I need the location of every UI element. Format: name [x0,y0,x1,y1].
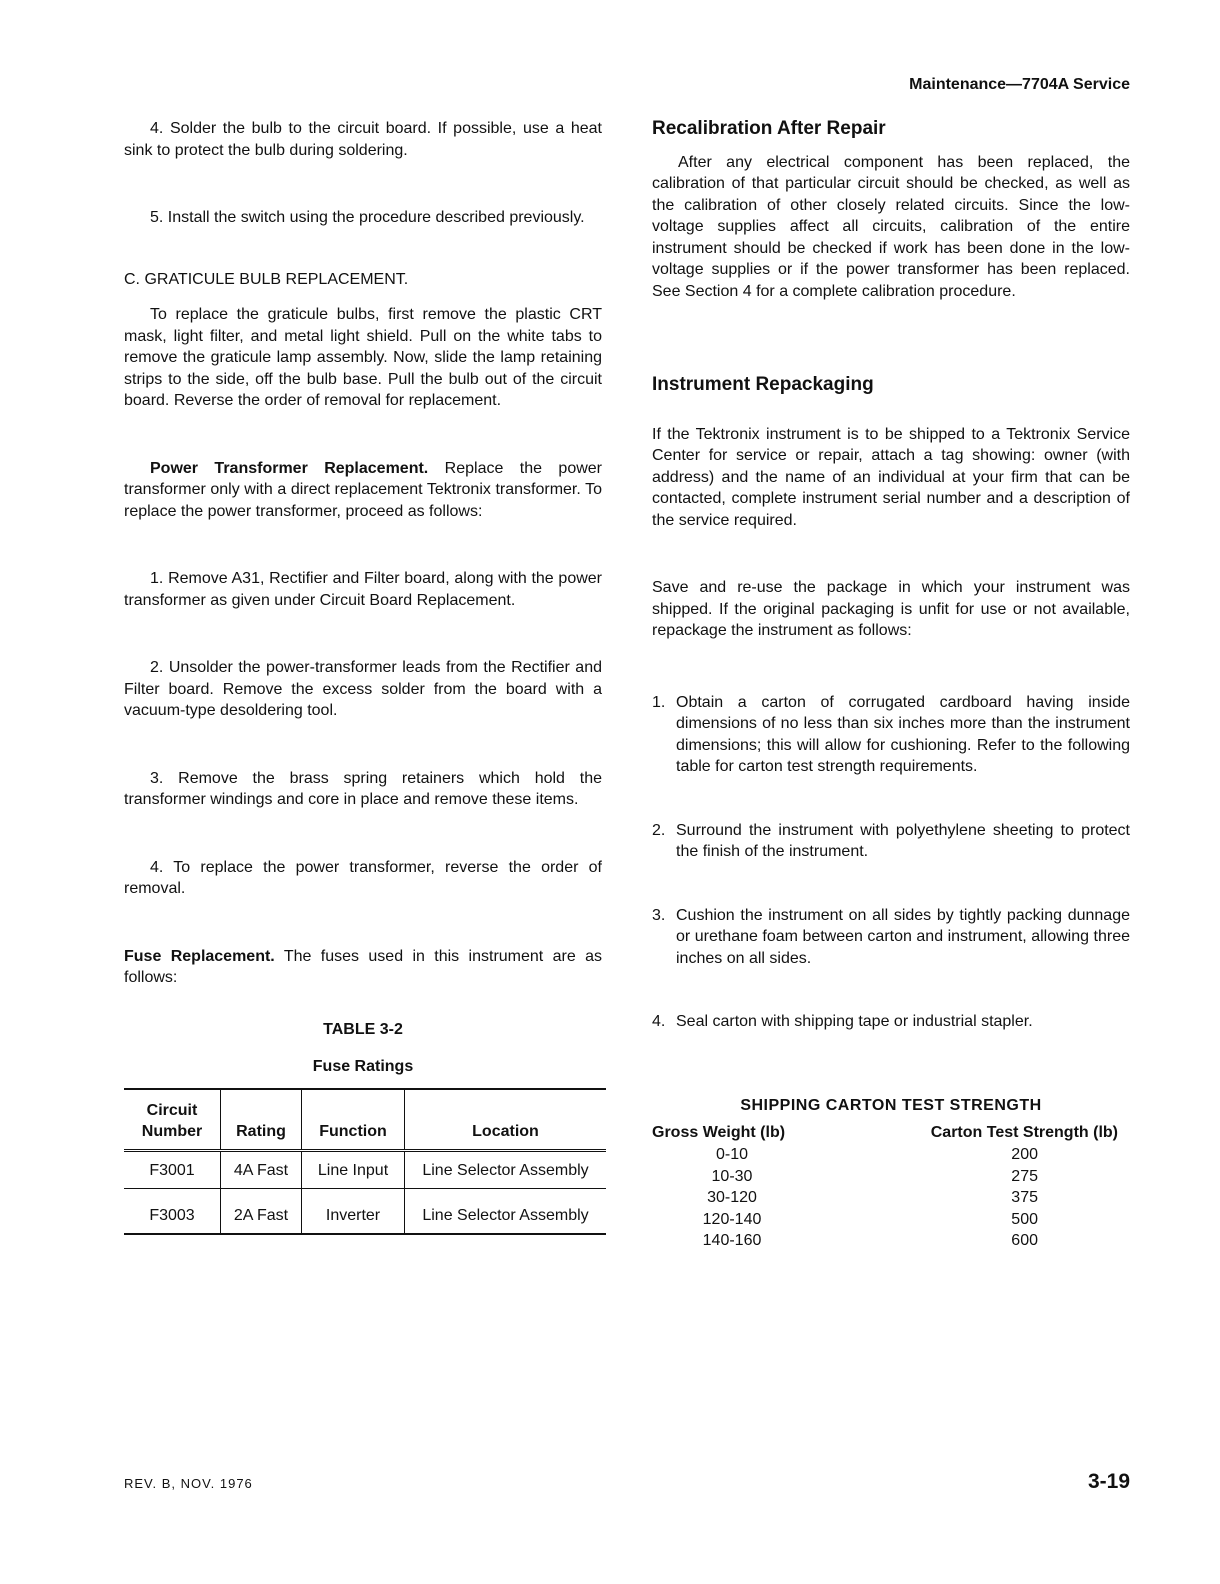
col-header-rating: Rating [221,1089,302,1151]
step-number: 3. [652,906,666,924]
col-header-gross-weight: Gross Weight (lb) [652,1124,786,1141]
paragraph-install-switch: 5. Install the switch using the procedure described previously. [150,209,585,226]
step-number: 4. [652,1013,666,1030]
cell-gross-weight: 140-160 [702,1232,762,1249]
table-row [124,1150,606,1188]
cell-gross-weight: 0-10 [715,1146,749,1163]
fuse-replacement-lead: Fuse Replacement. [124,947,275,965]
list-item [652,905,1130,970]
revision-date: REV. B, NOV. 1976 [124,1476,253,1491]
table-header-row [124,1089,606,1151]
paragraph-recalibration: After any electrical component has been replaced, the calibration of that particular circuit should be checked, as well as the calibration of other closely related circuits. Since the low-voltage supplies affect all circuits, calibration of the entire instrument should be checked if work has been done in the low-voltage supplies or if the power transformer has been replaced. See Section 4 for a complete calibration procedure. [652,153,1130,300]
cell-gross-weight: 30-120 [707,1189,757,1206]
paragraph-save-package: Save and re-use the package in which your instrument was shipped. If the original packaging is unfit for use or not available, repackage the instrument as follows: [652,579,1130,639]
paragraph-unsolder-leads: 2. Unsolder the power-transformer leads from the Rectifier and Filter board. Remove the excess solder from the board with a vacuum-type desoldering tool. [124,659,602,719]
cell-rating: 4A Fast [221,1150,302,1188]
cell-carton-strength: 200 [1011,1146,1038,1163]
page-number: 3-19 [1087,1470,1130,1493]
cell-circuit-number: F3003 [149,1206,195,1224]
col-header-function: Function [302,1089,405,1151]
paragraph-solder-bulb: 4. Solder the bulb to the circuit board. If possible, use a heat sink to protect the bulb during soldering. [124,120,602,159]
paragraph-remove-retainers: 3. Remove the brass spring retainers which hold the transformer windings and core in place and remove these items. [124,769,602,808]
section-subhead-graticule: C. GRATICULE BULB REPLACEMENT. [124,270,409,288]
cell-carton-strength: 275 [1011,1167,1038,1185]
step-text: Obtain a carton of corrugated cardboard having inside dimensions of no less than six inches more than the instrument dimensions; this will allow for cushioning. Refer to the following table for carton test strength requirements. [676,693,1130,775]
shipping-table-title: SHIPPING CARTON TEST STRENGTH [740,1096,1042,1114]
table-title: Fuse Ratings [312,1058,414,1075]
paragraph-fuse-replacement [124,946,602,989]
col-header-carton-strength: Carton Test Strength (lb) [930,1124,1118,1141]
right-column [652,118,1130,1252]
table-row [652,1230,1130,1252]
cell-gross-weight: 120-140 [702,1210,762,1228]
table-label: TABLE 3-2 [323,1020,403,1038]
list-item [652,820,1130,863]
running-header: Maintenance—7704A Service [909,76,1130,93]
table-row [652,1209,1130,1231]
table-row [124,1188,606,1234]
col-header-location: Location [405,1089,607,1151]
cell-rating: 2A Fast [221,1188,302,1234]
list-item [652,692,1130,778]
step-text: Surround the instrument with polyethylene sheeting to protect the finish of the instrument. [676,821,1130,860]
power-transformer-body: Replace the power transformer only with a direct replacement Tektronix transformer. To replace the power transformer, proceed as follows: [124,459,603,520]
paragraph-replace-transformer: 4. To replace the power transformer, reverse the order of removal. [124,858,602,897]
repackaging-steps [652,692,1130,1033]
cell-carton-strength: 500 [1011,1210,1038,1228]
step-text: Seal carton with shipping tape or industrial stapler. [676,1013,1033,1030]
shipping-carton-table [652,1122,1130,1252]
table-row [652,1144,1130,1166]
cell-carton-strength: 600 [1011,1232,1038,1249]
paragraph-power-transformer [124,458,602,523]
list-item [652,1011,1130,1033]
cell-location: Line Selector Assembly [405,1188,607,1234]
fuse-ratings-table [124,1088,606,1235]
heading-recalibration: Recalibration After Repair [652,118,886,139]
table-row [652,1187,1130,1209]
step-text: Cushion the instrument on all sides by tightly packing dunnage or urethane foam between carton and instrument, allowing three inches on all sides. [676,906,1130,967]
paragraph-repackaging-intro: If the Tektronix instrument is to be shipped to a Tektronix Service Center for service or repair, attach a tag showing: owner (with address) and the name of an individual at your firm that can be contacted, complete instrument serial number and a description of the service required. [652,425,1130,529]
power-transformer-lead: Power Transformer Replacement. [150,459,429,477]
cell-circuit-number: F3001 [149,1161,195,1179]
heading-repackaging: Instrument Repackaging [652,374,874,395]
fuse-replacement-body: The fuses used in this instrument are as follows: [124,947,603,986]
cell-gross-weight: 10-30 [711,1167,753,1185]
col-header-circuit-number: Circuit Number [124,1089,221,1151]
cell-location: Line Selector Assembly [405,1150,607,1188]
cell-carton-strength: 375 [1011,1189,1038,1206]
step-number: 1. [652,693,666,711]
cell-function: Line Input [302,1150,405,1188]
table-row [652,1166,1130,1188]
paragraph-graticule-procedure: To replace the graticule bulbs, first remove the plastic CRT mask, light filter, and metal light shield. Pull on the white tabs to remove the graticule lamp assembly. Now, slide the lamp retaining strips to the side, off the bulb base. Pull the bulb out of the circuit board. Reverse the order of removal for replacement. [124,306,602,409]
left-column [124,118,602,1235]
step-number: 2. [652,821,666,839]
table-header-row [652,1122,1130,1144]
cell-function: Inverter [302,1188,405,1234]
paragraph-remove-a31: 1. Remove A31, Rectifier and Filter board, along with the power transformer as given under Circuit Board Replacement. [124,570,602,609]
